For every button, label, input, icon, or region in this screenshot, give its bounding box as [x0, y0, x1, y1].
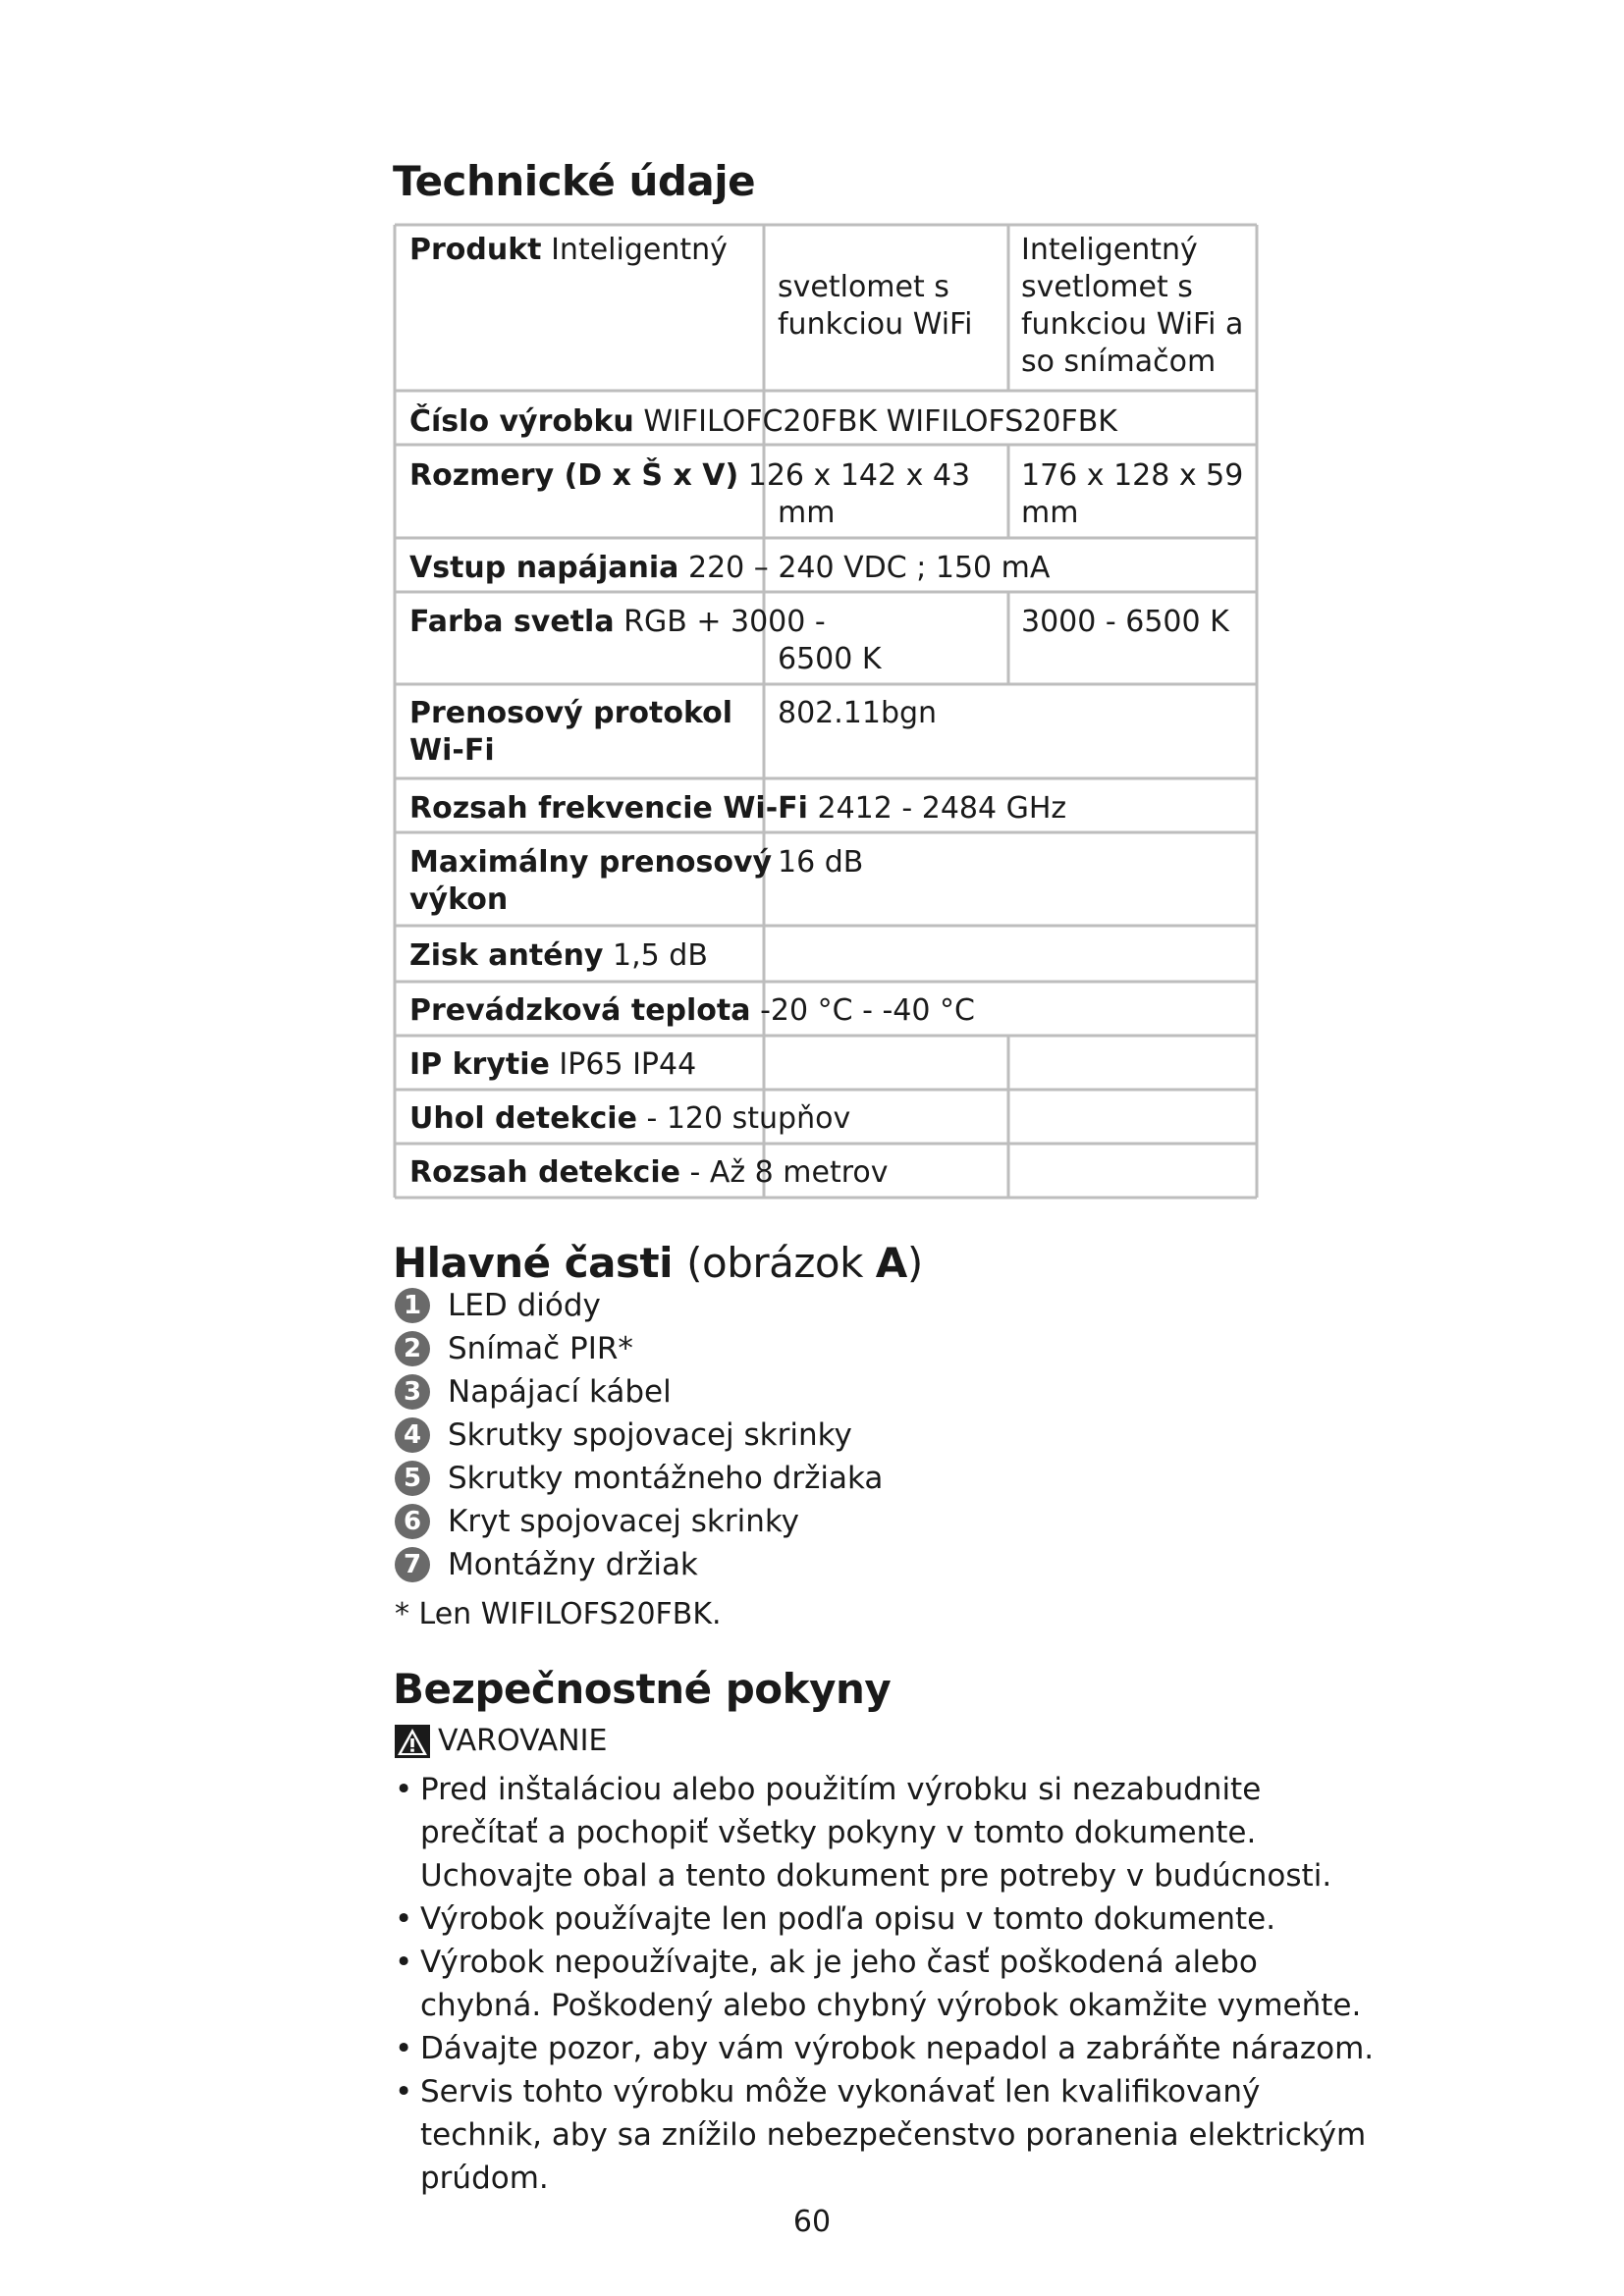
number-badge: 7	[395, 1547, 430, 1582]
list-item: • Servis tohto výrobku môže vykonávať len kvalifikovaný technik, aby sa znížilo nebezpečenstvo poranenia elektrickým prúdom.	[395, 2070, 1377, 2200]
list-item: • Pred inštaláciou alebo použitím výrobku si nezabudnite prečítať a pochopiť všetky pokyny v tomto dokumente. Uchovajte obal a tento dokument pre potreby v budúcnosti.	[395, 1768, 1377, 1897]
parts-footnote: * Len WIFILOFS20FBK.	[395, 1597, 722, 1631]
spec-row-max-power	[409, 844, 772, 919]
number-badge: 1	[395, 1288, 430, 1323]
spec-label: Číslo výrobku	[409, 404, 634, 439]
spec-label: Prevádzková teplota	[409, 993, 751, 1028]
spec-value-col2: 802.11bgn	[778, 696, 938, 730]
spec-row-operating-temp	[409, 992, 975, 1030]
spec-row-dimensions	[409, 457, 970, 495]
spec-value-col3-unit: mm	[1021, 496, 1079, 530]
spec-value-col2: svetlomet s funkciou WiFi	[778, 270, 973, 342]
spec-row-antenna-gain	[409, 937, 708, 975]
list-item	[395, 1370, 883, 1414]
spec-value: - 120 stupňov	[646, 1101, 851, 1136]
safety-list	[395, 1768, 1377, 2200]
part-label: Kryt spojovacej skrinky	[448, 1504, 800, 1539]
number-badge: 4	[395, 1417, 430, 1453]
spec-row-protocol	[409, 695, 732, 770]
spec-label: IP krytie	[409, 1047, 550, 1082]
spec-value-unit: mm	[778, 496, 836, 530]
spec-label: Maximálny prenosový	[409, 845, 773, 880]
spec-value: WIFILOFC20FBK WIFILOFS20FBK	[643, 404, 1117, 439]
warning-text: VAROVANIE	[438, 1724, 608, 1758]
spec-value: 126 x 142 x 43	[747, 458, 971, 493]
spec-value-col2: 16 dB	[778, 845, 864, 880]
spec-label: Farba svetla	[409, 605, 615, 639]
spec-row-power-input	[409, 550, 1050, 587]
list-item	[395, 1284, 883, 1327]
parts-title	[393, 1239, 923, 1287]
spec-value: Inteligentný	[551, 233, 728, 267]
part-label: Napájací kábel	[448, 1374, 672, 1410]
spec-value: 220 – 240 VDC ; 150 mA	[687, 551, 1051, 585]
warning-icon	[395, 1725, 430, 1758]
spec-row-product	[409, 232, 728, 269]
spec-label: Rozsah detekcie	[409, 1155, 680, 1190]
spec-label: Uhol detekcie	[409, 1101, 637, 1136]
number-badge: 5	[395, 1461, 430, 1496]
list-item	[395, 1543, 883, 1586]
spec-row-product-number	[409, 403, 1117, 441]
spec-value-col3: Inteligentný svetlomet s funkciou WiFi a so snímačom	[1021, 233, 1244, 379]
spec-label: Vstup napájania	[409, 551, 679, 585]
spec-value: IP65 IP44	[559, 1047, 697, 1082]
spec-value-col3: 3000 - 6500 K	[1021, 605, 1229, 639]
warning-label	[395, 1724, 607, 1758]
spec-row-frequency	[409, 790, 1066, 828]
number-badge: 3	[395, 1374, 430, 1410]
part-label: LED diódy	[448, 1288, 601, 1323]
spec-label: Rozsah frekvencie Wi-Fi	[409, 791, 808, 826]
list-item	[395, 1414, 883, 1457]
spec-value-col2: 6500 K	[778, 642, 882, 676]
spec-row-ip-rating	[409, 1046, 696, 1084]
list-item: • Výrobok nepoužívajte, ak je jeho časť poškodená alebo chybná. Poškodený alebo chybný výrobok okamžite vymeňte.	[395, 1941, 1377, 2027]
spec-label: Wi-Fi	[409, 733, 495, 768]
spec-label: Rozmery (D x Š x V)	[409, 458, 739, 493]
spec-value: 1,5 dB	[613, 938, 708, 973]
spec-row-detection-angle	[409, 1100, 850, 1138]
list-item	[395, 1500, 883, 1543]
spec-row-light-color	[409, 604, 826, 641]
spec-row-detection-range	[409, 1154, 889, 1192]
part-label: Skrutky spojovacej skrinky	[448, 1417, 852, 1453]
spec-label: výkon	[409, 882, 509, 917]
spec-value: RGB + 3000 -	[623, 605, 826, 639]
list-item	[395, 1457, 883, 1500]
list-item: • Dávajte pozor, aby vám výrobok nepadol a zabráňte nárazom.	[395, 2027, 1377, 2070]
spec-value: 2412 - 2484 GHz	[817, 791, 1067, 826]
parts-title-main: Hlavné časti	[393, 1239, 673, 1287]
spec-label: Produkt	[409, 233, 542, 267]
spec-label: Zisk antény	[409, 938, 604, 973]
spec-label: Prenosový protokol	[409, 696, 732, 730]
spec-title: Technické údaje	[393, 157, 756, 205]
page-number: 60	[792, 2205, 832, 2239]
spec-value: - Až 8 metrov	[689, 1155, 889, 1190]
safety-title: Bezpečnostné pokyny	[393, 1665, 892, 1713]
part-label: Montážny držiak	[448, 1547, 698, 1582]
spec-value: -20 °C - -40 °C	[760, 993, 975, 1028]
list-item: • Výrobok používajte len podľa opisu v tomto dokumente.	[395, 1897, 1377, 1941]
number-badge: 6	[395, 1504, 430, 1539]
part-label: Skrutky montážneho držiaka	[448, 1461, 884, 1496]
parts-title-suffix: (obrázok A)	[686, 1239, 923, 1287]
number-badge: 2	[395, 1331, 430, 1366]
parts-list	[395, 1284, 883, 1586]
list-item	[395, 1327, 883, 1370]
spec-value-col3: 176 x 128 x 59	[1021, 458, 1244, 493]
part-label: Snímač PIR*	[448, 1331, 633, 1366]
